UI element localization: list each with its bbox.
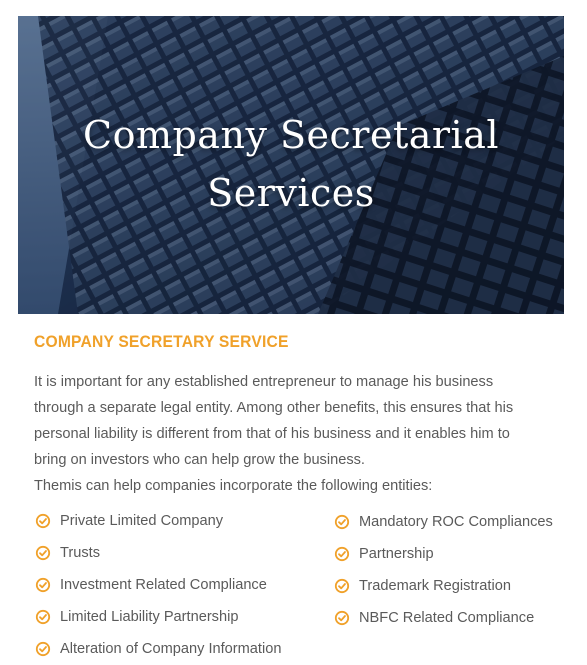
check-circle-icon — [35, 577, 51, 593]
service-label: Mandatory ROC Compliances — [359, 514, 553, 530]
list-item — [35, 505, 281, 537]
entities-lead-text: Themis can help companies incorporate the following entities: — [34, 478, 433, 494]
check-circle-icon — [35, 545, 51, 561]
list-item — [334, 538, 553, 570]
services-list-left — [35, 505, 281, 665]
paragraph-line: through a separate legal entity. Among other benefits, this ensures that his — [34, 400, 514, 416]
hero-title-line-1: Company Secretarial — [83, 113, 499, 157]
list-item — [334, 506, 553, 538]
check-circle-icon — [35, 641, 51, 657]
service-label: Limited Liability Partnership — [60, 609, 239, 625]
check-circle-icon — [334, 578, 350, 594]
paragraph-line: bring on investors who can help grow the business. — [34, 452, 365, 468]
paragraph-line: It is important for any established entrepreneur to manage his business — [34, 374, 494, 390]
list-item — [334, 570, 553, 602]
list-item — [35, 537, 281, 569]
check-circle-icon — [334, 514, 350, 530]
service-label: Investment Related Compliance — [60, 577, 267, 593]
list-item — [35, 569, 281, 601]
service-label: NBFC Related Compliance — [359, 610, 535, 626]
check-circle-icon — [334, 610, 350, 626]
list-item — [35, 633, 281, 665]
service-label: Alteration of Company Information — [60, 641, 282, 657]
paragraph-line: personal liability is different from that of his business and it enables him to — [34, 426, 510, 442]
hero-title-line-2: Services — [207, 171, 375, 215]
service-label: Trademark Registration — [359, 578, 511, 594]
service-label: Partnership — [359, 546, 434, 562]
list-item — [35, 601, 281, 633]
hero-title — [18, 106, 564, 222]
services-list-right — [334, 506, 553, 634]
hero-banner — [18, 16, 564, 314]
list-item — [334, 602, 553, 634]
intro-paragraph — [34, 369, 554, 473]
check-circle-icon — [35, 609, 51, 625]
check-circle-icon — [35, 513, 51, 529]
service-label: Private Limited Company — [60, 513, 224, 529]
section-title: COMPANY SECRETARY SERVICE — [34, 332, 289, 351]
check-circle-icon — [334, 546, 350, 562]
service-label: Trusts — [60, 545, 100, 561]
